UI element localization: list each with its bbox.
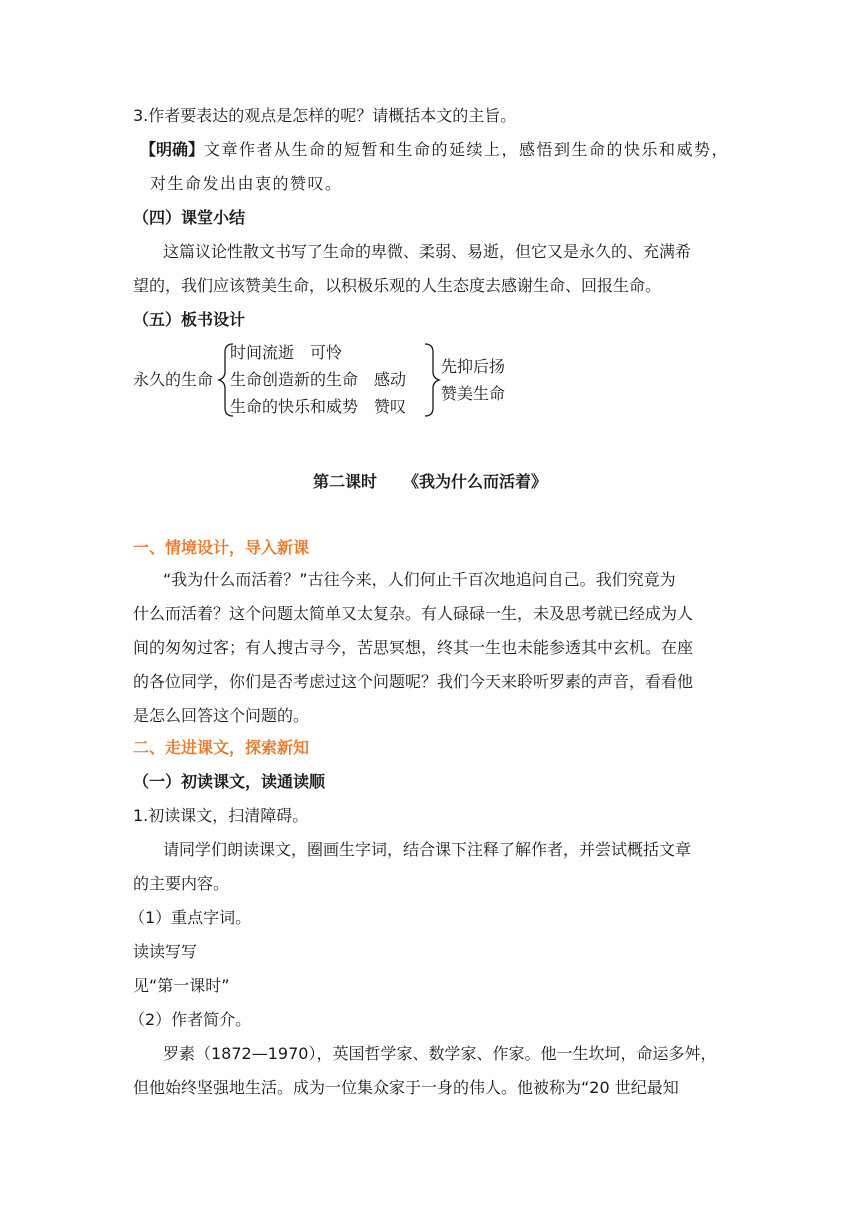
see-first-lesson: 见“第一课时” (133, 976, 230, 995)
author-label: （2）作者简介。 (129, 1010, 252, 1029)
right-brace (425, 344, 439, 416)
author-line-2: 但他始终坚强地生活。成为一位集众家于一身的伟人。他被称为“20 世纪最知 (133, 1078, 679, 1097)
keywords-label: （1）重点字词。 (129, 908, 252, 927)
item1-line-1: 请同学们朗读课文，圈画生字词，结合课下注释了解作者，并尝试概括文章 (163, 840, 692, 859)
sub1-heading: （一）初读课文，读通读顺 (133, 772, 326, 791)
item-1: 1.初读课文，扫清障碍。 (133, 806, 309, 825)
intro-line-3: 间的匆匆过客；有人搜古寻今，苦思冥想，终其一生也未能参透其中玄机。在座 (133, 638, 694, 657)
summary-line-1: 这篇议论性散文书写了生命的卑微、柔弱、易逝，但它又是永久的、充满希 (163, 242, 692, 261)
section1-heading: 一、情境设计，导入新课 (133, 538, 310, 557)
board-branch-3: 生命的快乐和威势 赞叹 (230, 397, 407, 416)
answer-tag: 【明确】 (140, 140, 205, 159)
board-branch-2: 生命创造新的生命 感动 (230, 370, 407, 389)
board-design-diagram (133, 340, 533, 420)
intro-line-4: 的各位同学，你们是否考虑过这个问题呢？我们今天来聆听罗素的声音，看看他 (133, 672, 694, 691)
author-line-1: 罗素（1872—1970），英国哲学家、数学家、作家。他一生坎坷，命运多舛， (163, 1044, 717, 1063)
lesson2-title (0, 471, 860, 493)
answer-line-1 (140, 139, 729, 161)
question-3: 3.作者要表达的观点是怎样的呢？请概括本文的主旨。 (133, 106, 517, 125)
board-root: 永久的生命 (133, 370, 214, 389)
lesson2-title-part2: 《我为什么而活着》 (403, 472, 548, 491)
answer-line-2: 对生命发出由衷的赞叹。 (150, 174, 343, 193)
section2-heading: 二、走进课文，探索新知 (133, 738, 310, 757)
board-heading: （五）板书设计 (133, 310, 246, 329)
board-conclusion-1: 先抑后扬 (441, 357, 506, 376)
lesson2-title-part1: 第二课时 (312, 472, 377, 491)
summary-line-2: 望的，我们应该赞美生命，以积极乐观的人生态度去感谢生命、回报生命。 (133, 276, 662, 295)
answer-text-1: 文章作者从生命的短暂和生命的延续上，感悟到生命的快乐和威势， (204, 140, 730, 159)
intro-line-2: 什么而活着？这个问题太简单又太复杂。有人碌碌一生，未及思考就已经成为人 (133, 604, 694, 623)
board-conclusion-2: 赞美生命 (441, 384, 506, 403)
intro-line-1: “我为什么而活着？”古往今来，人们何止千百次地追问自己。我们究竟为 (163, 570, 676, 589)
read-write-label: 读读写写 (133, 942, 198, 961)
intro-line-5: 是怎么回答这个问题的。 (133, 706, 310, 725)
item1-line-2: 的主要内容。 (133, 874, 230, 893)
summary-heading: （四）课堂小结 (133, 208, 246, 227)
board-branch-1: 时间流逝 可怜 (230, 343, 343, 362)
